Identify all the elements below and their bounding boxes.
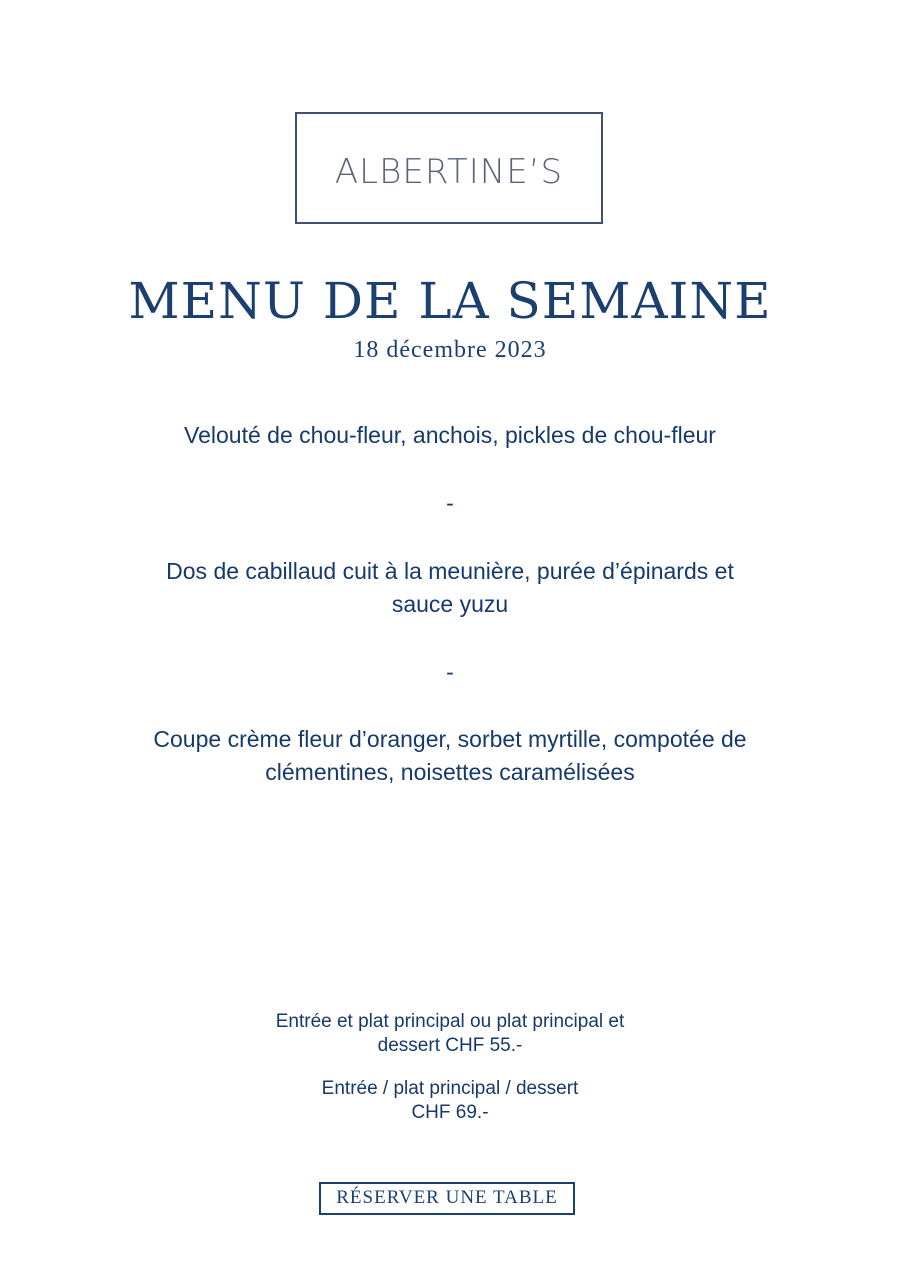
dessert-line-1: Coupe crème fleur d’oranger, sorbet myrtille, compotée de	[153, 726, 747, 752]
dessert-line-2: clémentines, noisettes caramélisées	[265, 759, 635, 785]
main-line-2: sauce yuzu	[391, 591, 509, 617]
starter-line-1: Velouté de chou-fleur, anchois, pickles de chou-fleur	[184, 422, 716, 448]
course-separator: -	[446, 490, 454, 516]
restaurant-logo	[295, 112, 603, 224]
menu-title: MENU DE LA SEMAINE	[128, 272, 772, 330]
brand-name: ALBERTINE’S	[334, 152, 564, 192]
main-line-1: Dos de cabillaud cuit à la meunière, purée d’épinards et	[166, 558, 734, 584]
menu-date: 18 décembre 2023	[353, 337, 547, 363]
reserve-table-button[interactable]: RÉSERVER UNE TABLE	[319, 1182, 575, 1215]
two-course-price-line-1: Entrée et plat principal ou plat principal et	[275, 1011, 625, 1032]
three-course-price	[0, 1077, 900, 1125]
main-dish	[0, 555, 900, 621]
two-course-price	[0, 1010, 900, 1058]
three-course-price-line-2: CHF 69.-	[411, 1102, 489, 1123]
dessert-dish	[0, 723, 900, 789]
three-course-price-line-1: Entrée / plat principal / dessert	[321, 1078, 579, 1099]
two-course-price-line-2: dessert CHF 55.-	[377, 1035, 523, 1056]
course-separator: -	[446, 659, 454, 685]
starter-dish	[0, 419, 900, 452]
